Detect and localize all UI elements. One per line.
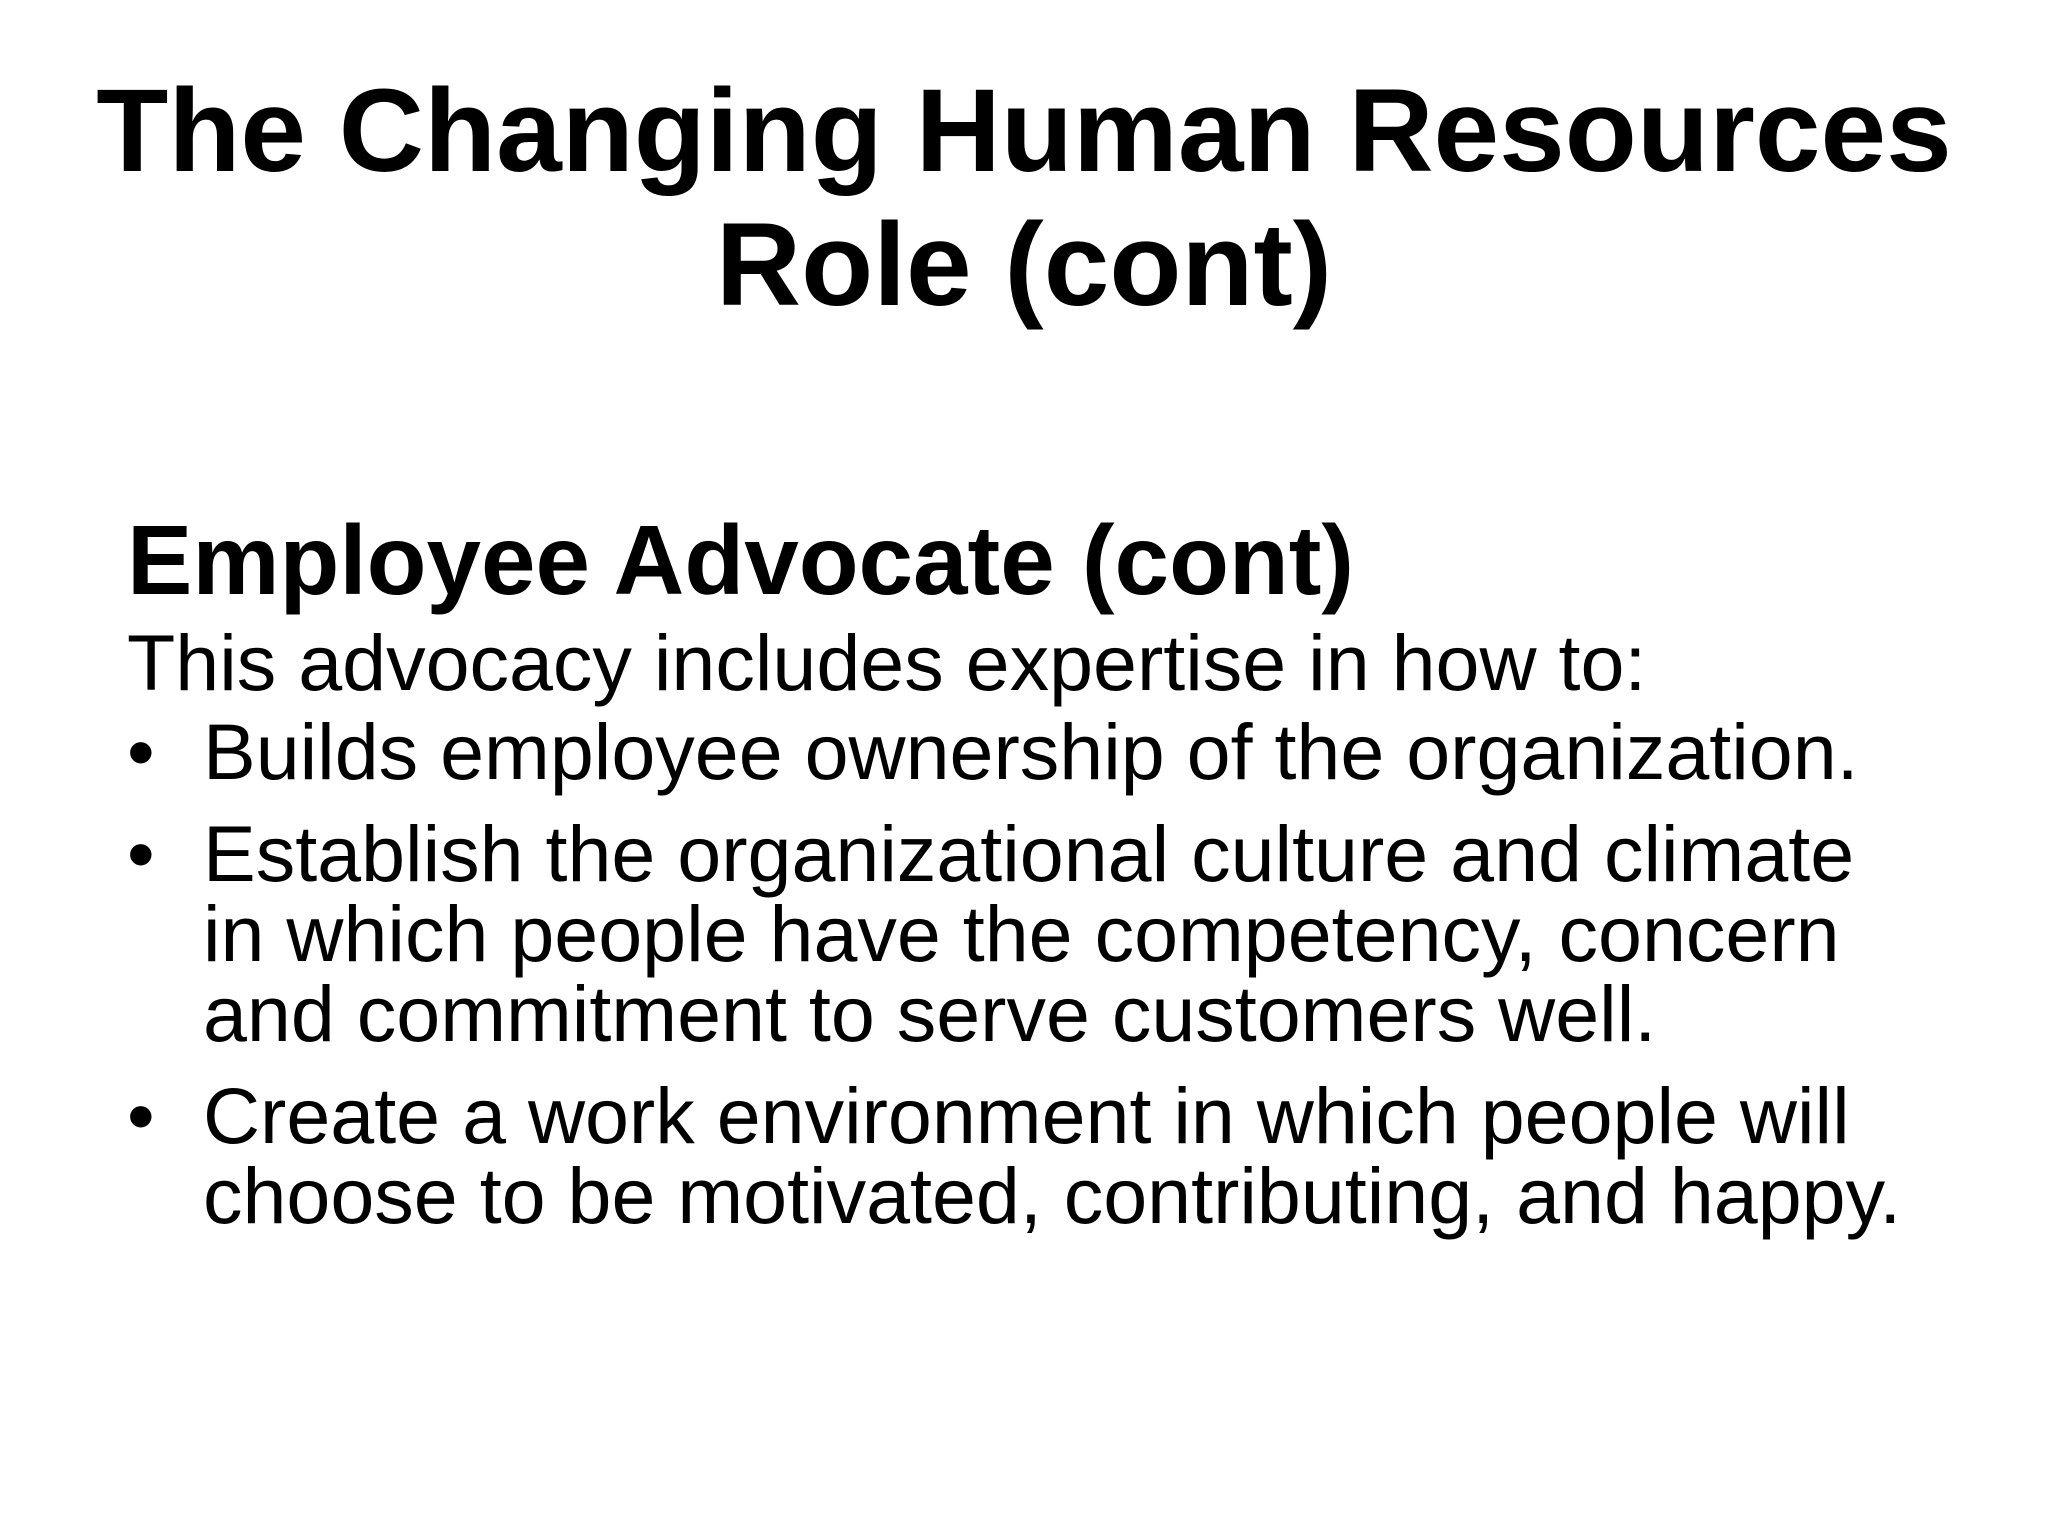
bullet-line: and commitment to serve customers well. (203, 969, 1657, 1058)
bullet-icon: • (127, 1071, 155, 1160)
section-heading: Employee Advocate (cont) (127, 505, 1355, 615)
slide-body (127, 500, 1987, 1258)
bullet-line: Establish the organizational culture and climate (203, 809, 1855, 898)
bullet-list (127, 707, 1987, 1240)
title-line: Role (cont) (715, 199, 1333, 331)
bullet-icon: • (127, 809, 155, 898)
intro-text: This advocacy includes expertise in how to: (127, 618, 1647, 707)
bullet-item (127, 707, 1987, 796)
bullet-line: choose to be motivated, contributing, and happy. (203, 1151, 1902, 1240)
bullet-item (127, 1071, 1987, 1240)
bullet-icon: • (127, 707, 155, 796)
slide-title (60, 64, 1988, 332)
bullet-line: Builds employee ownership of the organization. (203, 707, 1859, 796)
bullet-line: Create a work environment in which people will (203, 1071, 1850, 1160)
title-line: The Changing Human Resources (96, 65, 1952, 197)
bullet-item (127, 809, 1987, 1058)
bullet-line: in which people have the competency, concern (203, 889, 1840, 978)
